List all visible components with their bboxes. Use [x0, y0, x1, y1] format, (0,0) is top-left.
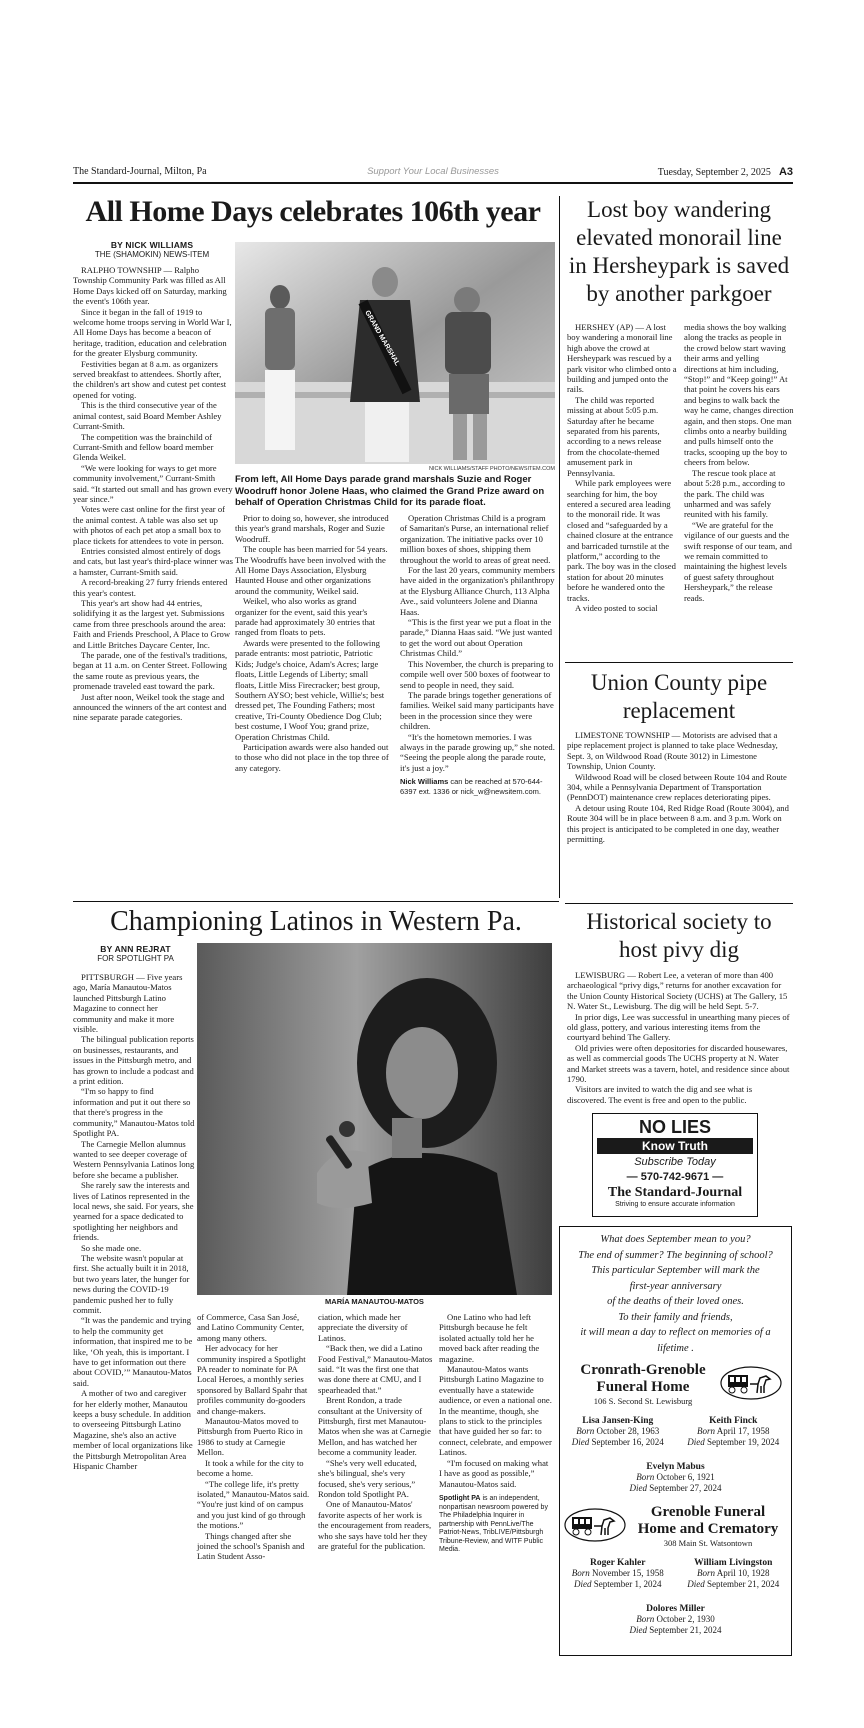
born-date: October 6, 1921	[656, 1472, 715, 1482]
story3-body	[567, 730, 793, 844]
obit-person	[676, 1558, 792, 1590]
paragraph: Just after noon, Weikel took the stage and announced the winners of the art contest and nine separate parade categories.	[73, 691, 227, 723]
paragraph: This year's art show had 44 entries, solidifying it as the largest yet. Submissions came from three preschools around the area: Faith and Friends Preschool, A Place to Grow and Little Britches Daycare Center, Inc.	[73, 598, 231, 650]
paragraph: One of Manautou-Matos' favorite aspects of her work is the encouragement from readers, who she says have told her they are grateful for the publication.	[318, 1499, 432, 1551]
born-date: November 15, 1958	[592, 1568, 664, 1578]
folio-rule	[73, 182, 793, 184]
section-rule	[565, 662, 793, 663]
page-folio	[73, 166, 793, 180]
born-label: Born	[696, 1426, 715, 1436]
paragraph: “Back then, we did a Latino Food Festival,” Manautou-Matos said. “It was the first one that was done there at CMU, and I spearheaded that.”	[318, 1343, 433, 1395]
story1-photo-credit: NICK WILLIAMS/STAFF PHOTO/NEWSITEM.COM	[429, 466, 555, 472]
paragraph: The bilingual publication reports on businesses, restaurants, and issues in the Pittsburgh metro, and has grown to include a podcast and a print edition.	[73, 1034, 194, 1087]
person-name: Roger Kahler	[590, 1558, 646, 1568]
born-date: April 10, 1928	[716, 1568, 770, 1578]
born-label: Born	[576, 1426, 595, 1436]
obit-person	[676, 1416, 792, 1448]
paragraph: The website wasn't popular at first. She actually built it in 2018, but two years later, the hunger for news during the COVID-19 pandemic pushed her to fully commit.	[73, 1252, 190, 1315]
ad-headline: NO LIES	[638, 1117, 711, 1137]
column-divider	[559, 196, 560, 898]
died-line	[560, 1579, 676, 1590]
portrait-photo-illustration	[197, 943, 552, 1295]
slogan: Support Your Local Businesses	[367, 166, 499, 177]
paragraph: Entries consisted almost entirely of dogs and cats, but last year's third-place winner was a hamster, Currant-Smith said.	[73, 545, 233, 577]
paragraph: Wildwood Road will be closed between Route 104 and Route 304, while a Pennsylvania Department of Transportation (PennDOT) maintenance crew replaces deteriorating pipes.	[567, 771, 787, 803]
obit-row-1	[560, 1416, 791, 1462]
home2-address: 308 Main St. Watsontown	[663, 1538, 753, 1548]
person-name: Lisa Jansen-King	[582, 1416, 654, 1426]
story5-col3	[318, 1312, 433, 1551]
died-line	[676, 1437, 792, 1448]
paragraph: This November, the church is preparing to compile well over 500 boxes of footwear to send to people in need, they said.	[400, 658, 554, 690]
paragraph: Participation awards were also handed out to those who did not place in the top three of any category.	[235, 741, 389, 773]
paragraph: “The college life, it's pretty isolated,” Manautou-Matos said. “You're just kind of on campus and you just kind of go through the motions.”	[197, 1478, 310, 1531]
paragraph: RALPHO TOWNSHIP — Ralpho Township Community Park was filled as All Home Days kicked off on Saturday, marking the event's 106th year.	[73, 265, 227, 307]
ad-phone[interactable]: — 570-742-9671 —	[626, 1171, 724, 1183]
paragraph: Since it began in the fall of 1919 to welcome home troops serving in World War I, All Home Days has become a beacon of heritage, tradition, education and celebration for the greater Elysburg community.	[73, 306, 232, 359]
home2-name-line2: Home and Crematory	[637, 1521, 779, 1537]
paper-name: The Standard-Journal, Milton, Pa	[73, 166, 207, 177]
died-label: Died	[629, 1483, 647, 1493]
paragraph: “I'm so happy to find information and put it out there so that there's progress in the community,” Manautou-Matos told Spotlight PA.	[73, 1086, 195, 1139]
spotlight-text: is an independent, nonpartisan newsroom powered by The Philadelphia Inquirer in partnership with PennLive/The Patriot-News, TribLIVE/Pittsburgh Tribune-Review, and WITF Public Media.	[439, 1494, 548, 1554]
died-line	[676, 1579, 792, 1590]
born-date: October 28, 1963	[596, 1426, 660, 1436]
paragraph: A mother of two and caregiver for her elderly mother, Manautou keeps a busy schedule. In addition to overseeing Pittsburgh Latino Magazine, she's also an active member of local organizations like the Pittsburgh Metropolitan Area Hispanic Chamber	[73, 1388, 193, 1472]
born-line	[560, 1472, 791, 1483]
born-line	[560, 1568, 676, 1579]
ad-motto: Striving to ensure accurate information	[615, 1201, 735, 1208]
died-date: September 27, 2024	[649, 1483, 722, 1493]
phone-number: 570-742-9671	[640, 1171, 710, 1183]
obit-person	[560, 1416, 676, 1448]
story5-photo[interactable]	[197, 943, 552, 1295]
story1-org: THE (SHAMOKIN) NEWS-ITEM	[94, 250, 210, 259]
died-line	[560, 1437, 676, 1448]
story1-photo[interactable]	[235, 242, 555, 464]
paragraph: Awards were presented to the following parade entrants: most patriotic, Patriotic Kids; Judge's choice, Adam's Acres; large floats, Little Legends of Liberty; small floats, Little Miss Firecracker; best group, Southern AYSO; best vehicle, Willie's; best dressed pet, The Founding Fathers; most creative, Tri-County Obedience Dog Club; best costume, I Woof You; grand prize, Operation Christmas Child.	[235, 637, 385, 742]
paragraph: Her advocacy for her community inspired a Spotlight PA reader to nominate for PA Local Heroes, a monthly series sponsored by Ballard Spahr that profiles community do-gooders and change-makers.	[197, 1343, 308, 1416]
story4-body	[567, 970, 793, 1105]
funeral-home-1-name	[568, 1362, 718, 1406]
paragraph: The rescue took place at about 5:28 p.m., according to the park. The child was unharmed and was safely reunited with his family.	[684, 467, 785, 520]
paragraph: Visitors are invited to watch the dig and see what is discovered. The event is free and open to the public.	[567, 1084, 753, 1105]
died-label: Died	[687, 1437, 705, 1447]
paragraph: HERSHEY (AP) — A lost boy wandering a monorail line high above the crowd at Hersheypark was rescued by a park visitor who climbed onto a building and jumped onto the rails.	[567, 322, 677, 395]
memorial-ad[interactable]	[559, 1226, 792, 1656]
born-date: April 17, 1958	[716, 1426, 770, 1436]
paragraph: She rarely saw the interests and lives of Latinos represented in the local news, she said. For years, she yearned for a space dedicated to spotlighting her neighbors and friends.	[73, 1180, 194, 1243]
parade-photo-illustration	[235, 242, 555, 464]
born-label: Born	[696, 1568, 715, 1578]
died-date: September 21, 2024	[707, 1579, 780, 1589]
born-label: Born	[636, 1472, 655, 1482]
story1-col1	[73, 265, 233, 723]
died-date: September 21, 2024	[649, 1625, 722, 1635]
story5-col4	[439, 1312, 552, 1555]
poem-line: The end of summer? The beginning of school?	[578, 1249, 773, 1261]
story5-byline	[73, 944, 198, 963]
story5-col2	[197, 1312, 312, 1562]
person-name: Dolores Miller	[646, 1604, 705, 1614]
paragraph: While park employees were searching for him, the boy entered a secured area leading to the monorail ride. It was closed and “safeguarded by a chained closure at the entrance and barricaded turnstile at the platform,” according to the park. The boy was in the closed station for about 20 minutes before he wandered onto the tracks.	[567, 478, 676, 603]
issue-date: Tuesday, September 2, 2025	[657, 167, 771, 178]
section-rule	[565, 903, 793, 904]
died-label: Died	[629, 1625, 647, 1635]
paragraph: This is the third consecutive year of the animal contest, said Board Member Ashley Currant-Smith.	[73, 400, 222, 432]
died-date: September 19, 2024	[707, 1437, 780, 1447]
story3-headline[interactable]: Union County pipe replacement	[590, 670, 768, 723]
paragraph: “It's the hometown memories. I was always in the parade growing up,” she noted. “Seeing the people along the parade route, it's just a joy.”	[400, 731, 555, 773]
sash-text: GRAND MARSHAL	[363, 309, 401, 368]
contact-name: Nick Williams	[400, 777, 449, 787]
story1-contact	[400, 777, 555, 796]
paragraph: “We were looking for ways to get more community involvement,” Currant-Smith said. “It started out small and has grown every year since.”	[73, 462, 233, 504]
story1-author: BY NICK WILLIAMS	[110, 240, 194, 250]
obit-person	[560, 1462, 791, 1504]
ad-tagline: Know Truth	[597, 1138, 753, 1154]
paragraph: The parade, one of the festival's traditions, began at 11 a.m. on Center Street. Following the same route as previous years, the promenade traveled east toward the park.	[73, 650, 228, 692]
story5-col1	[73, 972, 196, 1472]
story5-author: BY ANN REJRAT	[100, 944, 171, 954]
paragraph: LEWISBURG — Robert Lee, a veteran of more than 400 archaeological “privy digs,” returns for another excavation for the Union County Historical Society (UCHS) at The Gallery, 15 N. Water St., Lewisburg. The dig will be held Sept. 5-7.	[567, 970, 788, 1012]
paragraph: “It was the pandemic and trying to help the community get information, that inspired me to be like, ‘Oh yeah, this is important. I have to get information out there about COVID,’” Manautou-Matos said.	[73, 1315, 193, 1388]
paragraph: Prior to doing so, however, she introduced this year's grand marshals, Roger and Suzie Woodruff.	[235, 513, 389, 544]
paragraph: Things changed after she joined the school's Spanish and Latin Student Asso-	[197, 1530, 305, 1562]
spotlight-name: Spotlight PA	[439, 1494, 481, 1502]
story5-caption: MARÍA MANAUTOU-MATOS	[325, 1297, 424, 1306]
paragraph: In prior digs, Lee was successful in unearthing many pieces of old glass, pottery, and various interesting items from the courtyard behind The Gallery.	[567, 1011, 790, 1043]
paragraph: The Carnegie Mellon alumnus wanted to see deeper coverage of Western Pennsylvania Latinos long before she became a publisher.	[73, 1138, 195, 1180]
born-line	[676, 1426, 792, 1437]
paragraph: A detour using Route 104, Red Ridge Road (Route 3004), and Route 304 will be in place between 8 a.m. and 3 p.m. Work on this project is anticipated to be completed in one day, weather permitting.	[567, 802, 789, 845]
poem-line: What does September mean to you?	[600, 1234, 751, 1245]
paragraph: It took a while for the city to become a home.	[197, 1457, 304, 1479]
subscription-ad[interactable]	[592, 1113, 758, 1217]
funeral-home-2-name	[628, 1504, 788, 1548]
paragraph: “I'm focused on making what I have as good as possible,” Manautou-Matos said.	[439, 1457, 549, 1489]
paragraph: The parade brings together generations of families. Weikel said many participants have been in the procession since they were children.	[400, 689, 554, 732]
funeral-home-1	[560, 1362, 791, 1412]
paragraph: So she made one.	[81, 1242, 142, 1253]
story1-byline	[73, 240, 231, 259]
paragraph: The couple has been married for 54 years. The Woodruffs have been involved with the All Home Days Association, Elysburg Haunted House and other organizations around the community, Weikel said.	[235, 544, 388, 596]
born-line	[676, 1568, 792, 1579]
paragraph: A video posted to social	[575, 602, 658, 613]
story2-headline[interactable]: Lost boy wandering elevated monorail line in Hersheypark is saved by another parkgoer	[568, 197, 790, 306]
born-label: Born	[571, 1568, 590, 1578]
poem-line: it will mean a day to reflect on memories of a	[580, 1327, 771, 1338]
paragraph: Brent Rondon, a trade consultant at the University of Pittsburgh, first met Manautou-Matos when she was at Carnegie Mellon, and has watched her become a community leader.	[318, 1395, 431, 1458]
funeral-home-2	[560, 1504, 791, 1554]
paragraph: Operation Christmas Child is a program of Samaritan's Purse, an international relief organization. The initiative packs over 10 million boxes of shoes, shipping them throughout the world to areas of great need.	[400, 513, 551, 565]
paragraph: The child was reported missing at about 5:05 p.m. Saturday after he became separated from his parents, according to a news release from the chocolate-themed amusement park in Pennsylvania.	[567, 394, 662, 478]
paragraph: For the last 20 years, community members have aided in the organization's philanthropy at the Elysburg Alliance Church, 113 Alpha Ave., said volunteers Jolene and Dianna Haas.	[400, 565, 555, 617]
paragraph: The competition was the brainchild of Currant-Smith and fellow board member Glenda Weikel.	[73, 431, 214, 463]
story5-headline[interactable]: Championing Latinos in Western Pa.	[110, 906, 522, 937]
story5-org: FOR SPOTLIGHT PA	[97, 954, 174, 963]
died-date: September 1, 2024	[593, 1579, 662, 1589]
paragraph: Votes were cast online for the first year of the animal contest. A table was also set up with photos of each pet atop a small box to place tickets for attendees to vote in person.	[73, 504, 225, 546]
home1-name-line2: Funeral Home	[596, 1379, 690, 1395]
obit-row-2	[560, 1558, 791, 1604]
story1-col2	[235, 513, 390, 773]
paragraph: A record-breaking 27 furry friends entered this year's contest.	[73, 577, 228, 598]
paragraph: of Commerce, Casa San José, and Latino Community Center, among many others.	[197, 1312, 305, 1343]
story4-headline[interactable]: Historical society to host pivy dig	[586, 909, 772, 962]
memorial-poem	[560, 1232, 791, 1356]
paragraph: One Latino who had left Pittsburgh because he felt isolated actually told her he moved back after reading the magazine.	[439, 1312, 540, 1364]
ad-cta: Subscribe Today	[634, 1156, 716, 1168]
horse-carriage-icon	[564, 1508, 626, 1547]
home1-name-line1: Cronrath-Grenoble	[580, 1362, 706, 1378]
born-line	[560, 1614, 791, 1625]
home1-address: 106 S. Second St. Lewisburg	[593, 1396, 693, 1406]
contact-text: can be reached at 570-644-6397 ext. 1336 or nick_w@newsitem.com.	[400, 777, 543, 796]
home2-name-line1: Grenoble Funeral	[650, 1504, 766, 1520]
poem-line: lifetime .	[657, 1342, 694, 1354]
paragraph: “We are grateful for the vigilance of our guests and the swift response of our team, and we remain committed to maintaining the highest levels of guest safety throughout Hersheypark,” the release reads.	[684, 519, 792, 603]
obit-person	[560, 1604, 791, 1636]
folio-right	[658, 166, 793, 178]
poem-line: of the deaths of their loved ones.	[607, 1296, 744, 1307]
died-label: Died	[571, 1437, 590, 1447]
paragraph: Old privies were often depositories for discarded housewares, as well as commercial goods The UCHS property at N. Water and Market streets was a tavern, hotel, and residence since about 1790.	[567, 1042, 790, 1085]
paragraph: media shows the boy walking along the tracks as people in the crowd below start waving their arms and yelling directions at him including, “Stop!” and “Keep going!” At that point he covers his ears and begins to walk back the way he came, changes direction again, and then stops. One man climbs onto a nearby building and pulls himself onto the tracks, scooping up the boy to cheers from below.	[684, 322, 794, 468]
obit-person	[560, 1558, 676, 1590]
died-date: September 16, 2024	[591, 1437, 664, 1447]
paragraph: ciation, which made her appreciate the diversity of Latinos.	[318, 1312, 408, 1343]
paragraph: Festivities began at 8 a.m. as organizers served breakfast to attendees. Shortly after, the children's art show and cutest pet contest opened for voting.	[73, 358, 227, 400]
died-label: Died	[687, 1579, 705, 1589]
born-line	[560, 1426, 676, 1437]
story1-headline[interactable]: All Home Days celebrates 106th year	[85, 195, 541, 228]
paragraph: PITTSBURGH — Five years ago, María Manautou-Matos launched Pittsburgh Latino Magazine to connect her community and make it more visible.	[73, 972, 183, 1035]
story2-col1	[567, 322, 677, 613]
poem-line: This particular September will mark the	[591, 1265, 760, 1276]
person-name: Keith Finck	[709, 1416, 758, 1426]
paragraph: “She's very well educated, she's bilingual, she's very focused, she's very serious,” Rondon told Spotlight PA.	[318, 1457, 417, 1499]
story1-caption: From left, All Home Days parade grand marshals Suzie and Roger Woodruff honor Jolene Haas, who claimed the Grand Prize award on behalf of Operation Christmas Child for its parade float.	[235, 474, 545, 508]
page-number: A3	[778, 166, 793, 178]
paragraph: Weikel, who also works as grand organizer for the event, said this year's parade had approximately 30 entries that ranged from floats to pets.	[235, 596, 376, 638]
section-rule	[73, 901, 559, 902]
paragraph: Manautou-Matos wants Pittsburgh Latino Magazine to eventually have a statewide audience, or even a national one. In the meantime, though, she plans to stick to the principles that have guided her so far: to connect, celebrate, and empower Latinos.	[439, 1364, 552, 1458]
person-name: William Livingston	[694, 1558, 773, 1568]
born-label: Born	[636, 1614, 655, 1624]
born-date: October 2, 1930	[656, 1614, 715, 1624]
person-name: Evelyn Mabus	[646, 1462, 705, 1472]
story2-col2	[684, 322, 794, 603]
spotlight-note	[439, 1495, 552, 1555]
died-label: Died	[574, 1579, 592, 1589]
died-line	[560, 1625, 791, 1636]
died-line	[560, 1483, 791, 1494]
poem-line: To their family and friends,	[618, 1311, 733, 1323]
paragraph: LIMESTONE TOWNSHIP — Motorists are advised that a pipe replacement project is planned to take place Wednesday, Sept. 3, on Wildwood Road (Route 3012) in Limestone Township, Union County.	[567, 730, 778, 772]
horse-carriage-icon	[720, 1366, 782, 1405]
story1-col3	[400, 513, 555, 796]
paragraph: Manautou-Matos moved to Pittsburgh from Puerto Rico in 1986 to study at Carnegie Mellon.	[197, 1416, 303, 1458]
ad-paper-name: The Standard-Journal	[607, 1185, 743, 1200]
poem-line: first-year anniversary	[629, 1280, 722, 1292]
paragraph: “This is the first year we put a float in the parade,” Dianna Haas said. “We just wanted to get the word out about Operation Christmas Child.”	[400, 617, 553, 659]
